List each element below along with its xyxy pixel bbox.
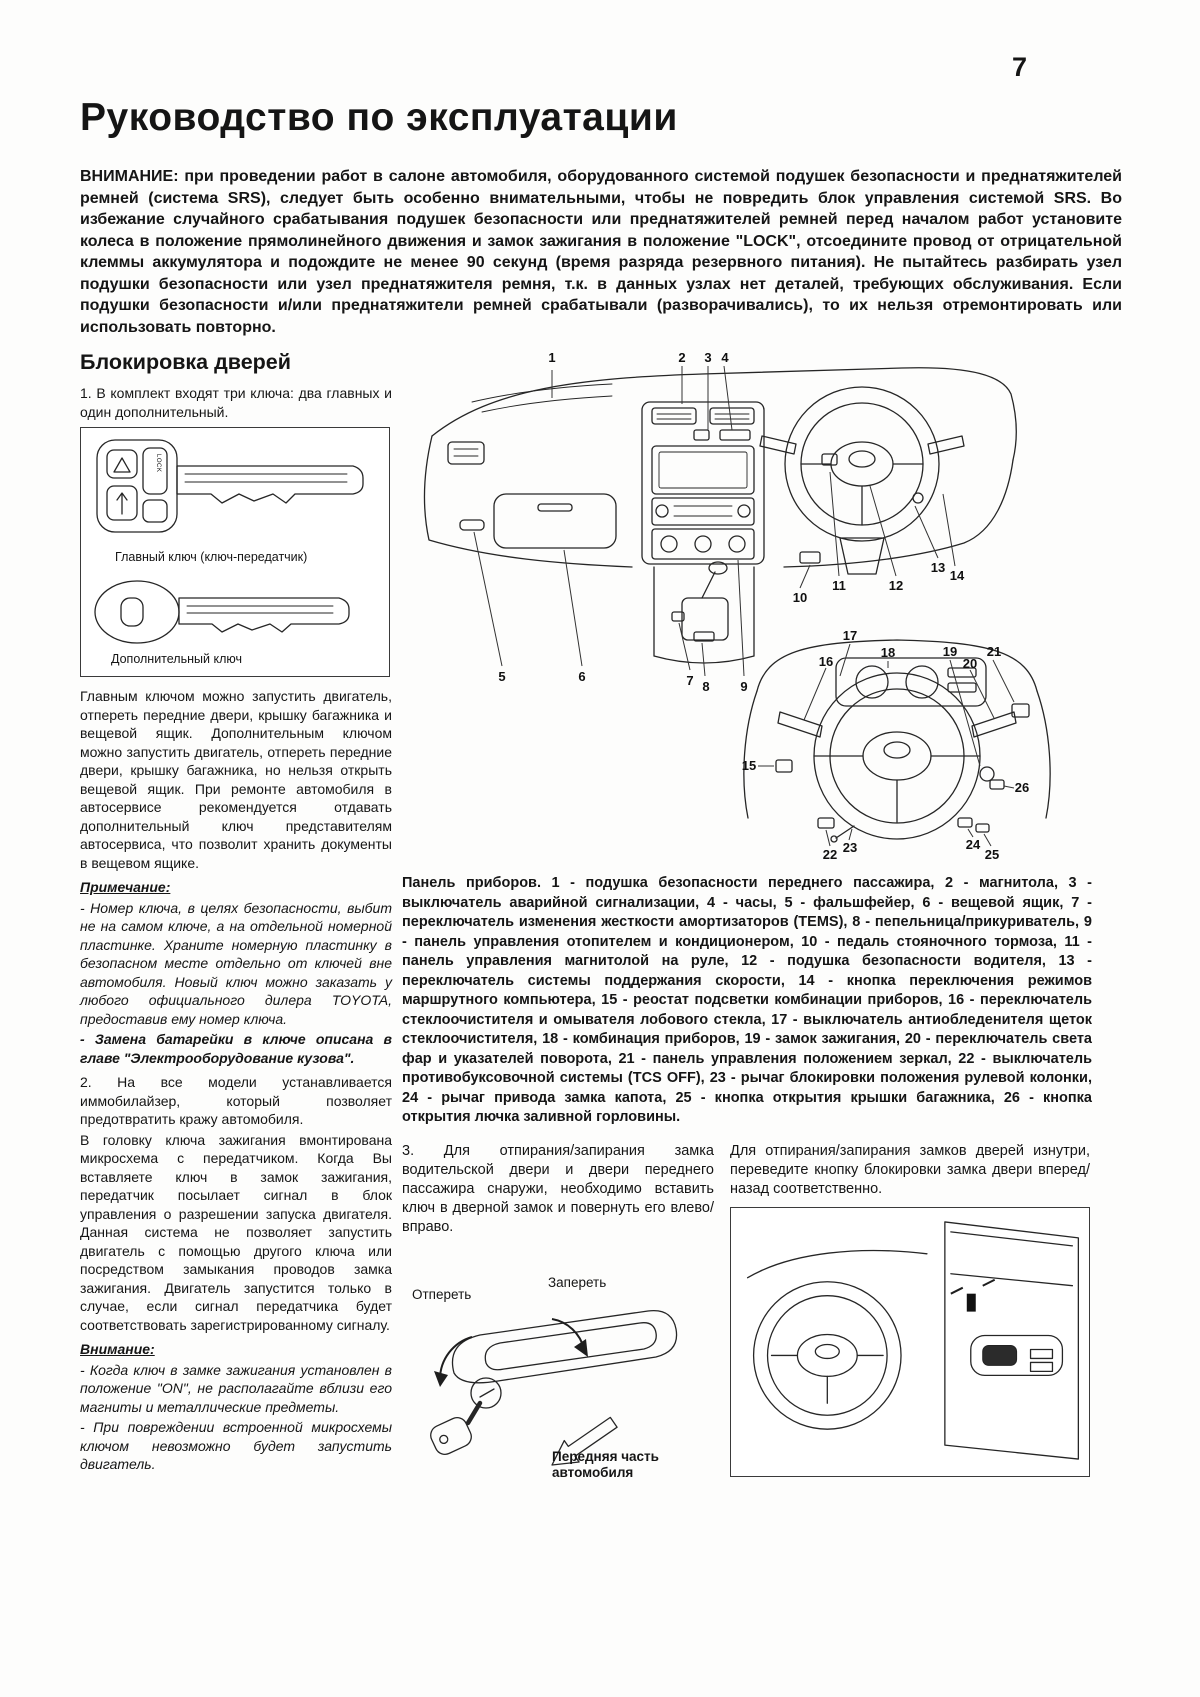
note-battery: - Замена батарейки в ключе описана в главе "Электрооборудование кузова". — [80, 1031, 392, 1066]
callout-6: 6 — [578, 669, 586, 684]
section-heading-door-locking: Блокировка дверей — [80, 350, 291, 374]
callout-16: 16 — [818, 654, 834, 669]
dimmer-rheostat — [776, 760, 792, 772]
sub-key-label: Дополнительный ключ — [111, 652, 242, 666]
toyota-logo-icon — [884, 742, 910, 758]
callout-19: 19 — [942, 644, 958, 659]
callout-15: 15 — [741, 758, 757, 773]
master-key-drawing — [97, 440, 363, 532]
window-switch — [1031, 1362, 1053, 1371]
page-title: Руководство по эксплуатации — [80, 96, 678, 139]
dashboard-figure — [402, 346, 1092, 870]
hood-release — [958, 818, 972, 827]
hazard-switch — [694, 430, 709, 440]
defroster-vents — [472, 384, 612, 412]
callout-26: 26 — [1014, 780, 1030, 795]
key-lock-button-label: LOCK — [155, 454, 161, 473]
side-vent — [448, 442, 484, 464]
callout-8: 8 — [702, 679, 710, 694]
center-stack — [642, 402, 764, 564]
callout-20: 20 — [962, 656, 978, 671]
light-stalk — [972, 712, 1016, 737]
right-stalk — [928, 436, 964, 454]
glove-box — [494, 494, 616, 548]
left-stalk — [760, 436, 796, 454]
note-key-number: - Номер ключа, в целях безопасности, выбит не на самом ключе, а на отдельной номерной пластинке. Храните номерную пластинку в безопасном месте отдельно от ключей вне автомобиля. Новый ключ можно заказать у любого официального дилера TOYOTA, предоставив ему номер ключа. — [80, 899, 392, 1027]
callout-18: 18 — [880, 645, 896, 660]
paragraph-key-usage: Главным ключом можно запустить двигатель, отпереть передние двери, крышку багажника и вещевой ящик. Дополнительным ключом можно запустить двигатель, отпереть передние двери, крышку багажника, но нельзя открыть вещевой ящик. При ремонте автомобиля в автосервисе рекомендуется отдавать дополнительный ключ представителям автосервиса, что позволит хранить документы в вещевом ящике. — [80, 688, 392, 871]
paragraph-transponder: В головку ключа зажигания вмонтирована микросхема с передатчиком. Когда Вы вставляете ключ в замок зажигания, передатчик посылает сигнал в блок управления о разрешении запуска двигателя. Данная система не позволяет запустить двигатель с помощью другого ключа или посредством замыкания проводов замка зажигания. Двигатель запустится только в случае, если сигнал передатчика будет соответствовать зарегистрированному сигналу. — [80, 1131, 392, 1333]
attention-chip: - При повреждении встроенной микросхемы ключом невозможно будет запустить двигатель. — [80, 1419, 392, 1472]
shifter-gate — [682, 598, 728, 640]
callout-2: 2 — [678, 350, 686, 365]
callout-25: 25 — [984, 847, 1000, 862]
climate-panel — [652, 529, 754, 559]
wiper-stalk — [778, 712, 822, 737]
clock — [720, 430, 750, 440]
callout-12: 12 — [888, 578, 904, 593]
steering-column-view — [741, 640, 1050, 842]
paragraph-keys-intro: 1. В комплект входят три ключа: два главных и один дополнительный. — [80, 385, 392, 420]
bottom-row — [402, 1142, 1092, 1497]
dashboard-caption: Панель приборов. 1 - подушка безопасности переднего пассажира, 2 - магнитола, 3 - выключатель аварийной сигнализации, 4 - часы, 5 - фальшфейер, 6 - вещевой ящик, 7 - переключатель изменения жесткости амортизаторов (TEMS), 8 - пепельница/прикуриватель, 9 - панель управления отопителем и кондиционером, 10 - педаль стояночного тормоза, 11 - панель управления магнитолой на руле, 12 - подушка безопасности водителя, 13 - переключатель системы поддержания скорости, 14 - кнопка переключения режимов маршрутного компьютера, 15 - реостат подсветки комбинации приборов, 16 - переключатель стеклоочистителя и омывателя лобового стекла, 17 - выключатель антиобледенителя щеток стеклоочистителя, 18 - комбинация приборов, 19 - замок зажигания, 20 - переключатель света фар и указателей поворота, 21 - панель управления положением зеркал, 22 - выключатель противобуксовочной системы (TCS OFF), 23 - рычаг блокировки положения рулевой колонки, 24 - рычаг привода замка капота, 25 - кнопка открытия крышки багажника, 26 - кнопка открытия лючка заливной горловины. — [402, 875, 1092, 1125]
door-lock-knob — [967, 1293, 976, 1311]
door-handle-figure — [402, 1245, 714, 1497]
callout-3: 3 — [704, 350, 712, 365]
interior-door-drawing — [748, 1221, 1079, 1458]
steering-column — [840, 538, 884, 574]
callout-10: 10 — [792, 590, 808, 605]
fuel-lid-button — [990, 780, 1004, 789]
toyota-logo-icon — [815, 1344, 839, 1358]
sub-key-drawing — [95, 581, 349, 643]
dashboard-diagram — [402, 346, 1092, 870]
interior-door-diagram — [731, 1208, 1087, 1473]
window-switch — [1031, 1349, 1053, 1358]
callout-13: 13 — [930, 560, 946, 575]
warning-paragraph: ВНИМАНИЕ: при проведении работ в салоне автомобиля, оборудованного системой подушек безопасности и преднатяжителей ремней (система SRS), следует быть особенно внимательными, чтобы не повредить блок управления системой SRS. Во избежание случайного срабатывания подушек безопасности или преднатяжителей ремней перед началом работ установите колеса в положение прямолинейного движения и замок зажигания в положение "LOCK", отсоедините провод от отрицательной клеммы аккумулятора и подождите не менее 90 секунд (время разряда резервного питания). Не пытайтесь разбирать узел подушки безопасности или узел преднатяжителя ремня, т.к. в данных узлах нет деталей, требующих обслуживания. Если подушки безопасности и/или преднатяжители ремней срабатывали (разворачивались), то их нельзя отремонтировать или использовать повторно. — [80, 168, 1122, 336]
unlock-arrow-icon — [117, 493, 127, 514]
dashboard-top-view — [424, 368, 1016, 663]
callout-22: 22 — [822, 847, 838, 862]
callout-5: 5 — [498, 669, 506, 684]
interior-door-figure — [730, 1207, 1090, 1477]
audio-display — [652, 446, 754, 494]
steering-hub — [831, 442, 893, 486]
panic-triangle-icon — [114, 458, 130, 472]
paragraph-immobilizer: 2. На все модели устанавливается иммобилайзер, который позволяет предотвратить кражу автомобиля. — [80, 1074, 392, 1127]
front-of-car-label: Передняя часть автомобиля — [552, 1448, 659, 1480]
toyota-logo-icon — [849, 451, 875, 467]
paragraph-lock-inside: Для отпирания/запирания замков дверей изнутри, переведите кнопку блокировки замка двери вперед/назад соответственно. — [730, 1142, 1090, 1197]
attention-title: Внимание: — [80, 1341, 155, 1357]
callout-11: 11 — [832, 578, 846, 593]
door-handle-drawing — [427, 1310, 676, 1464]
tcs-off-switch — [818, 818, 834, 828]
unlock-label: Отпереть — [412, 1286, 472, 1302]
callout-1: 1 — [548, 350, 556, 365]
knob-direction-arrows — [951, 1279, 995, 1293]
callout-21: 21 — [986, 644, 1002, 659]
page-number: 7 — [1012, 52, 1028, 82]
callout-17: 17 — [842, 628, 858, 643]
door-lock-outside-column — [402, 1142, 714, 1497]
left-column — [80, 350, 392, 1480]
door-lock-inside-column — [730, 1142, 1090, 1497]
flare — [460, 520, 484, 530]
lock-label: Запереть — [548, 1274, 607, 1290]
callout-7: 7 — [686, 673, 694, 688]
keys-figure — [80, 427, 390, 677]
callout-23: 23 — [842, 840, 858, 855]
master-key-label: Главный ключ (ключ-передатчик) — [115, 550, 308, 564]
paragraph-lock-outside: 3. Для отпирания/запирания замка водительской двери и двери переднего пассажира снаружи, необходимо вставить ключ в дверной замок и повернуть его влево/вправо. — [402, 1142, 714, 1235]
trunk-button — [976, 824, 989, 832]
unlock-rotation-arrow — [440, 1337, 472, 1379]
door-pull-pocket — [983, 1345, 1017, 1365]
callout-14: 14 — [949, 568, 965, 583]
ignition-switch — [980, 767, 994, 781]
note-title: Примечание: — [80, 879, 171, 895]
callout-24: 24 — [965, 837, 981, 852]
audio-unit — [652, 498, 754, 525]
parking-brake-pedal — [800, 552, 820, 563]
attention-magnets: - Когда ключ в замке зажигания установлен в положение "ON", не располагайте вблизи его магниты и металлические предметы. — [80, 1361, 392, 1415]
right-region — [402, 346, 1092, 1497]
callout-9: 9 — [740, 679, 748, 694]
callout-4: 4 — [721, 350, 729, 365]
